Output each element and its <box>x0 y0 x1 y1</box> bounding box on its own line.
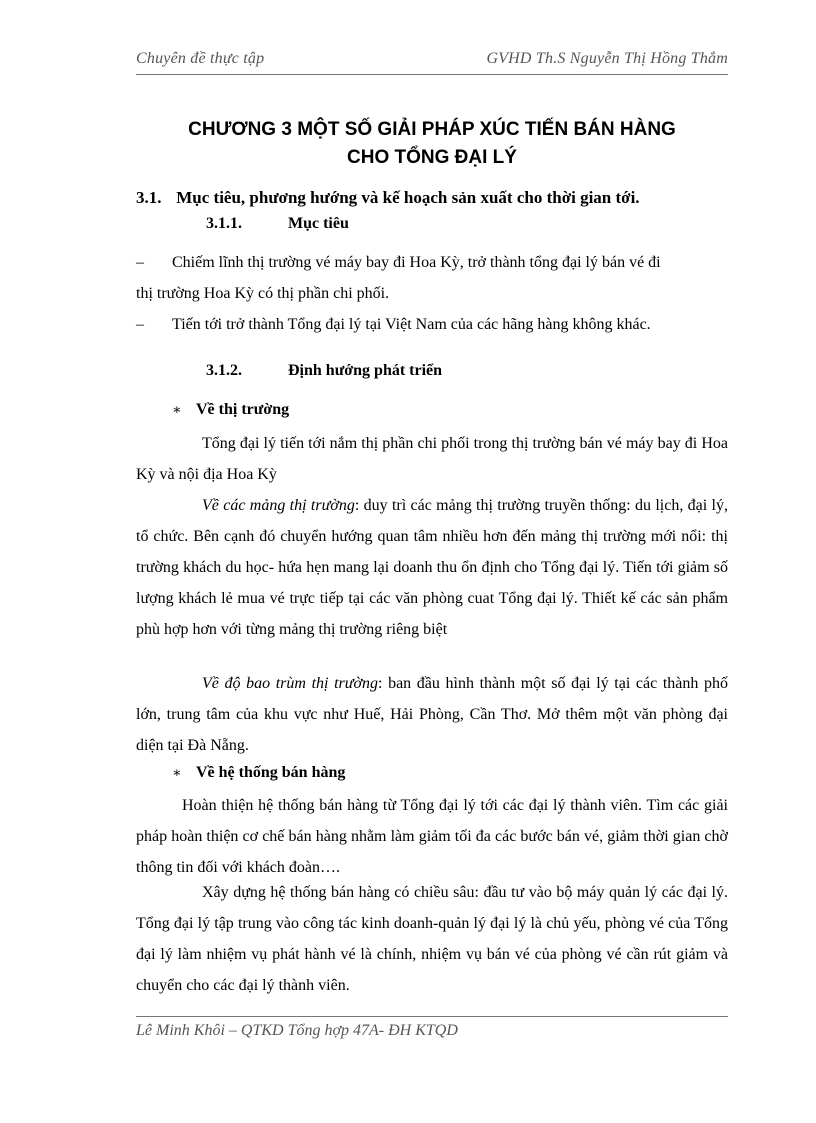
asterisk-bullet-icon: ∗ <box>172 766 182 781</box>
footer-divider <box>136 1016 728 1017</box>
section-title: Mục tiêu <box>288 215 349 232</box>
sales-paragraph-2-text: Xây dựng hệ thống bán hàng có chiều sâu: đầu tư vào bộ máy quản lý các đại lý. Tổng đại lý tập trung vào công tác kinh doanh-quản lý đại lý là chủ yếu, phòng vé của Tổng đại lý làm nhiệm vụ phát hành vé là chính, nhiệm vụ bán vé của phòng vé cần rút giảm và chuyển cho các đại lý thành viên. <box>136 884 728 994</box>
page-footer: Lê Minh Khôi – QTKD Tổng hợp 47A- ĐH KTQD <box>136 1022 458 1039</box>
chapter-title <box>136 116 728 172</box>
header-divider <box>136 74 728 75</box>
section-3-1-2-heading <box>206 362 442 380</box>
sales-paragraph-1 <box>136 790 728 883</box>
market-paragraph-2-text: : duy trì các mảng thị trường truyền thống: du lịch, đại lý, tổ chức. Bên cạnh đó chuyển hướng quan tâm nhiều hơn đến mảng thị trường mới nổi: thị trường khách du học- hứa hẹn mang lại doanh thu ổn định cho Tổng đại lý. Tiến tới giảm số lượng khách lẻ mua vé trực tiếp tại các văn phòng cuat Tổng đại lý. Thiết kế các sản phẩm phù hợp hơn với từng mảng thị trường riêng biệt <box>136 497 728 638</box>
page-header <box>136 50 728 74</box>
sales-paragraph-2 <box>136 877 728 1001</box>
section-number: 3.1.2. <box>206 362 242 379</box>
dash-bullet: – <box>136 254 144 271</box>
sales-paragraph-1-text: Hoàn thiện hệ thống bán hàng từ Tổng đại lý tới các đại lý thành viên. Tìm các giải pháp hoàn thiện cơ chế bán hàng nhằm làm giảm tối đa các bước bán vé, giảm thời gian chờ thông tin đối với khách đoàn…. <box>136 797 728 876</box>
market-paragraph-1 <box>136 428 728 490</box>
header-left-title: Chuyên đề thực tập <box>136 50 265 67</box>
section-3-1-1-heading <box>206 215 349 233</box>
market-paragraph-3-text: : ban đầu hình thành một số đại lý tại các thành phố lớn, trung tâm của khu vực như Huế, Hải Phòng, Cần Thơ. Mở thêm một văn phòng đại diện tại Đà Nẵng. <box>136 675 728 754</box>
sales-heading <box>172 764 345 782</box>
sales-heading-text: Về hệ thống bán hàng <box>196 764 346 781</box>
dash-bullet: – <box>136 316 144 333</box>
market-paragraph-3 <box>136 668 728 761</box>
section-number: 3.1. <box>136 188 162 207</box>
chapter-title-line-2: CHO TỔNG ĐẠI LÝ <box>347 147 517 168</box>
header-right-advisor: GVHD Th.S Nguyễn Thị Hồng Thắm <box>486 50 728 67</box>
market-paragraph-3-label: Về độ bao trùm thị trường <box>202 675 379 692</box>
goal-item-1 <box>136 247 728 309</box>
goal-line-1: Chiếm lĩnh thị trường vé máy bay đi Hoa Kỳ, trở thành tổng đại lý bán vé đi <box>172 254 661 271</box>
market-heading-text: Về thị trường <box>196 401 290 418</box>
section-title: Định hướng phát triển <box>288 362 443 379</box>
section-title: Mục tiêu, phương hướng và kế hoạch sản xuất cho thời gian tới. <box>176 188 640 207</box>
chapter-title-line-1: CHƯƠNG 3 MỘT SỐ GIẢI PHÁP XÚC TIẾN BÁN HÀNG <box>188 119 676 140</box>
section-3-1-heading <box>136 188 640 208</box>
market-heading <box>172 401 289 419</box>
goal-line-1: Tiến tới trở thành Tổng đại lý tại Việt Nam của các hãng hàng không khác. <box>172 316 651 333</box>
goal-line-2: thị trường Hoa Kỳ có thị phần chi phối. <box>136 285 390 302</box>
market-paragraph-1-text: Tổng đại lý tiến tới nắm thị phần chi phối trong thị trường bán vé máy bay đi Hoa Kỳ và nội địa Hoa Kỳ <box>136 435 728 483</box>
section-number: 3.1.1. <box>206 215 242 232</box>
market-paragraph-2-label: Về các mảng thị trường <box>202 497 355 514</box>
asterisk-bullet-icon: ∗ <box>172 403 182 418</box>
goal-item-2 <box>136 309 728 340</box>
market-paragraph-2 <box>136 490 728 645</box>
